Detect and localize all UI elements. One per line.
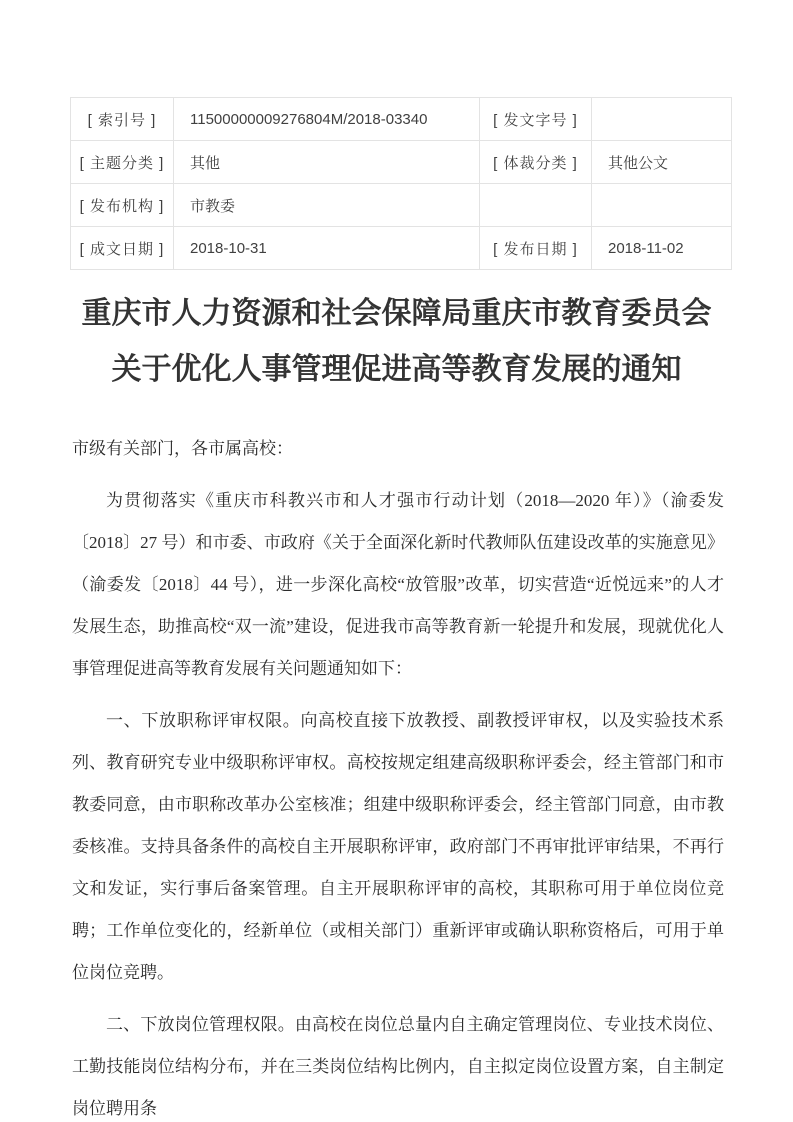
meta-value-issuing-agency: 市教委 bbox=[174, 184, 480, 227]
document-title bbox=[30, 286, 763, 398]
paragraph-intro: 为贯彻落实《重庆市科教兴市和人才强市行动计划（2018—2020 年）》（渝委发〔2018〕27 号）和市委、市政府《关于全面深化新时代教师队伍建设改革的实施意见》（渝委发〔2018〕44 号），进一步深化高校“放管服”改革，切实营造“近悦远来”的人才发展生态，助推高校“双一流”建设，促进我市高等教育新一轮提升和发展，现就优化人事管理促进高等教育发展有关问题通知如下： bbox=[72, 491, 724, 678]
meta-table bbox=[70, 97, 732, 270]
document-title-line-1: 重庆市人力资源和社会保障局重庆市教育委员会 bbox=[81, 297, 712, 330]
paragraph-section-2: 二、下放岗位管理权限。由高校在岗位总量内自主确定管理岗位、专业技术岗位、工勤技能岗位结构分布，并在三类岗位结构比例内，自主拟定岗位设置方案，自主制定岗位聘用条 bbox=[72, 1015, 724, 1118]
meta-label-issuing-agency: [ 发布机构 ] bbox=[71, 184, 174, 227]
paragraph-section-1: 一、下放职称评审权限。向高校直接下放教授、副教授评审权，以及实验技术系列、教育研究专业中级职称评审权。高校按规定组建高级职称评委会，经主管部门和市教委同意，由市职称改革办公室核准；组建中级职称评委会，经主管部门同意，由市教委核准。支持具备条件的高校自主开展职称评审，政府部门不再审批评审结果，不再行文和发证，实行事后备案管理。自主开展职称评审的高校，其职称可用于单位岗位竞聘；工作单位变化的，经新单位（或相关部门）重新评审或确认职称资格后，可用于单位岗位竞聘。 bbox=[72, 711, 724, 982]
meta-label-index-number: [ 索引号 ] bbox=[71, 98, 174, 141]
document-body bbox=[72, 428, 724, 1122]
meta-row-category bbox=[71, 141, 732, 184]
meta-row-dates bbox=[71, 227, 732, 270]
meta-value-publish-date: 2018-11-02 bbox=[592, 227, 732, 270]
meta-row-index bbox=[71, 98, 732, 141]
meta-value-index-number: 11500000009276804M/2018-03340 bbox=[174, 98, 480, 141]
meta-row-agency bbox=[71, 184, 732, 227]
meta-value-empty bbox=[592, 184, 732, 227]
document-title-line-2: 关于优化人事管理促进高等教育发展的通知 bbox=[111, 353, 682, 386]
meta-label-empty bbox=[480, 184, 592, 227]
meta-label-publish-date: [ 发布日期 ] bbox=[480, 227, 592, 270]
meta-value-subject-category: 其他 bbox=[174, 141, 480, 184]
meta-label-written-date: [ 成文日期 ] bbox=[71, 227, 174, 270]
meta-value-written-date: 2018-10-31 bbox=[174, 227, 480, 270]
meta-value-doc-number bbox=[592, 98, 732, 141]
meta-label-doc-number: [ 发文字号 ] bbox=[480, 98, 592, 141]
meta-value-genre-category: 其他公文 bbox=[592, 141, 732, 184]
salutation: 市级有关部门，各市属高校： bbox=[72, 439, 293, 458]
meta-label-genre-category: [ 体裁分类 ] bbox=[480, 141, 592, 184]
meta-label-subject-category: [ 主题分类 ] bbox=[71, 141, 174, 184]
